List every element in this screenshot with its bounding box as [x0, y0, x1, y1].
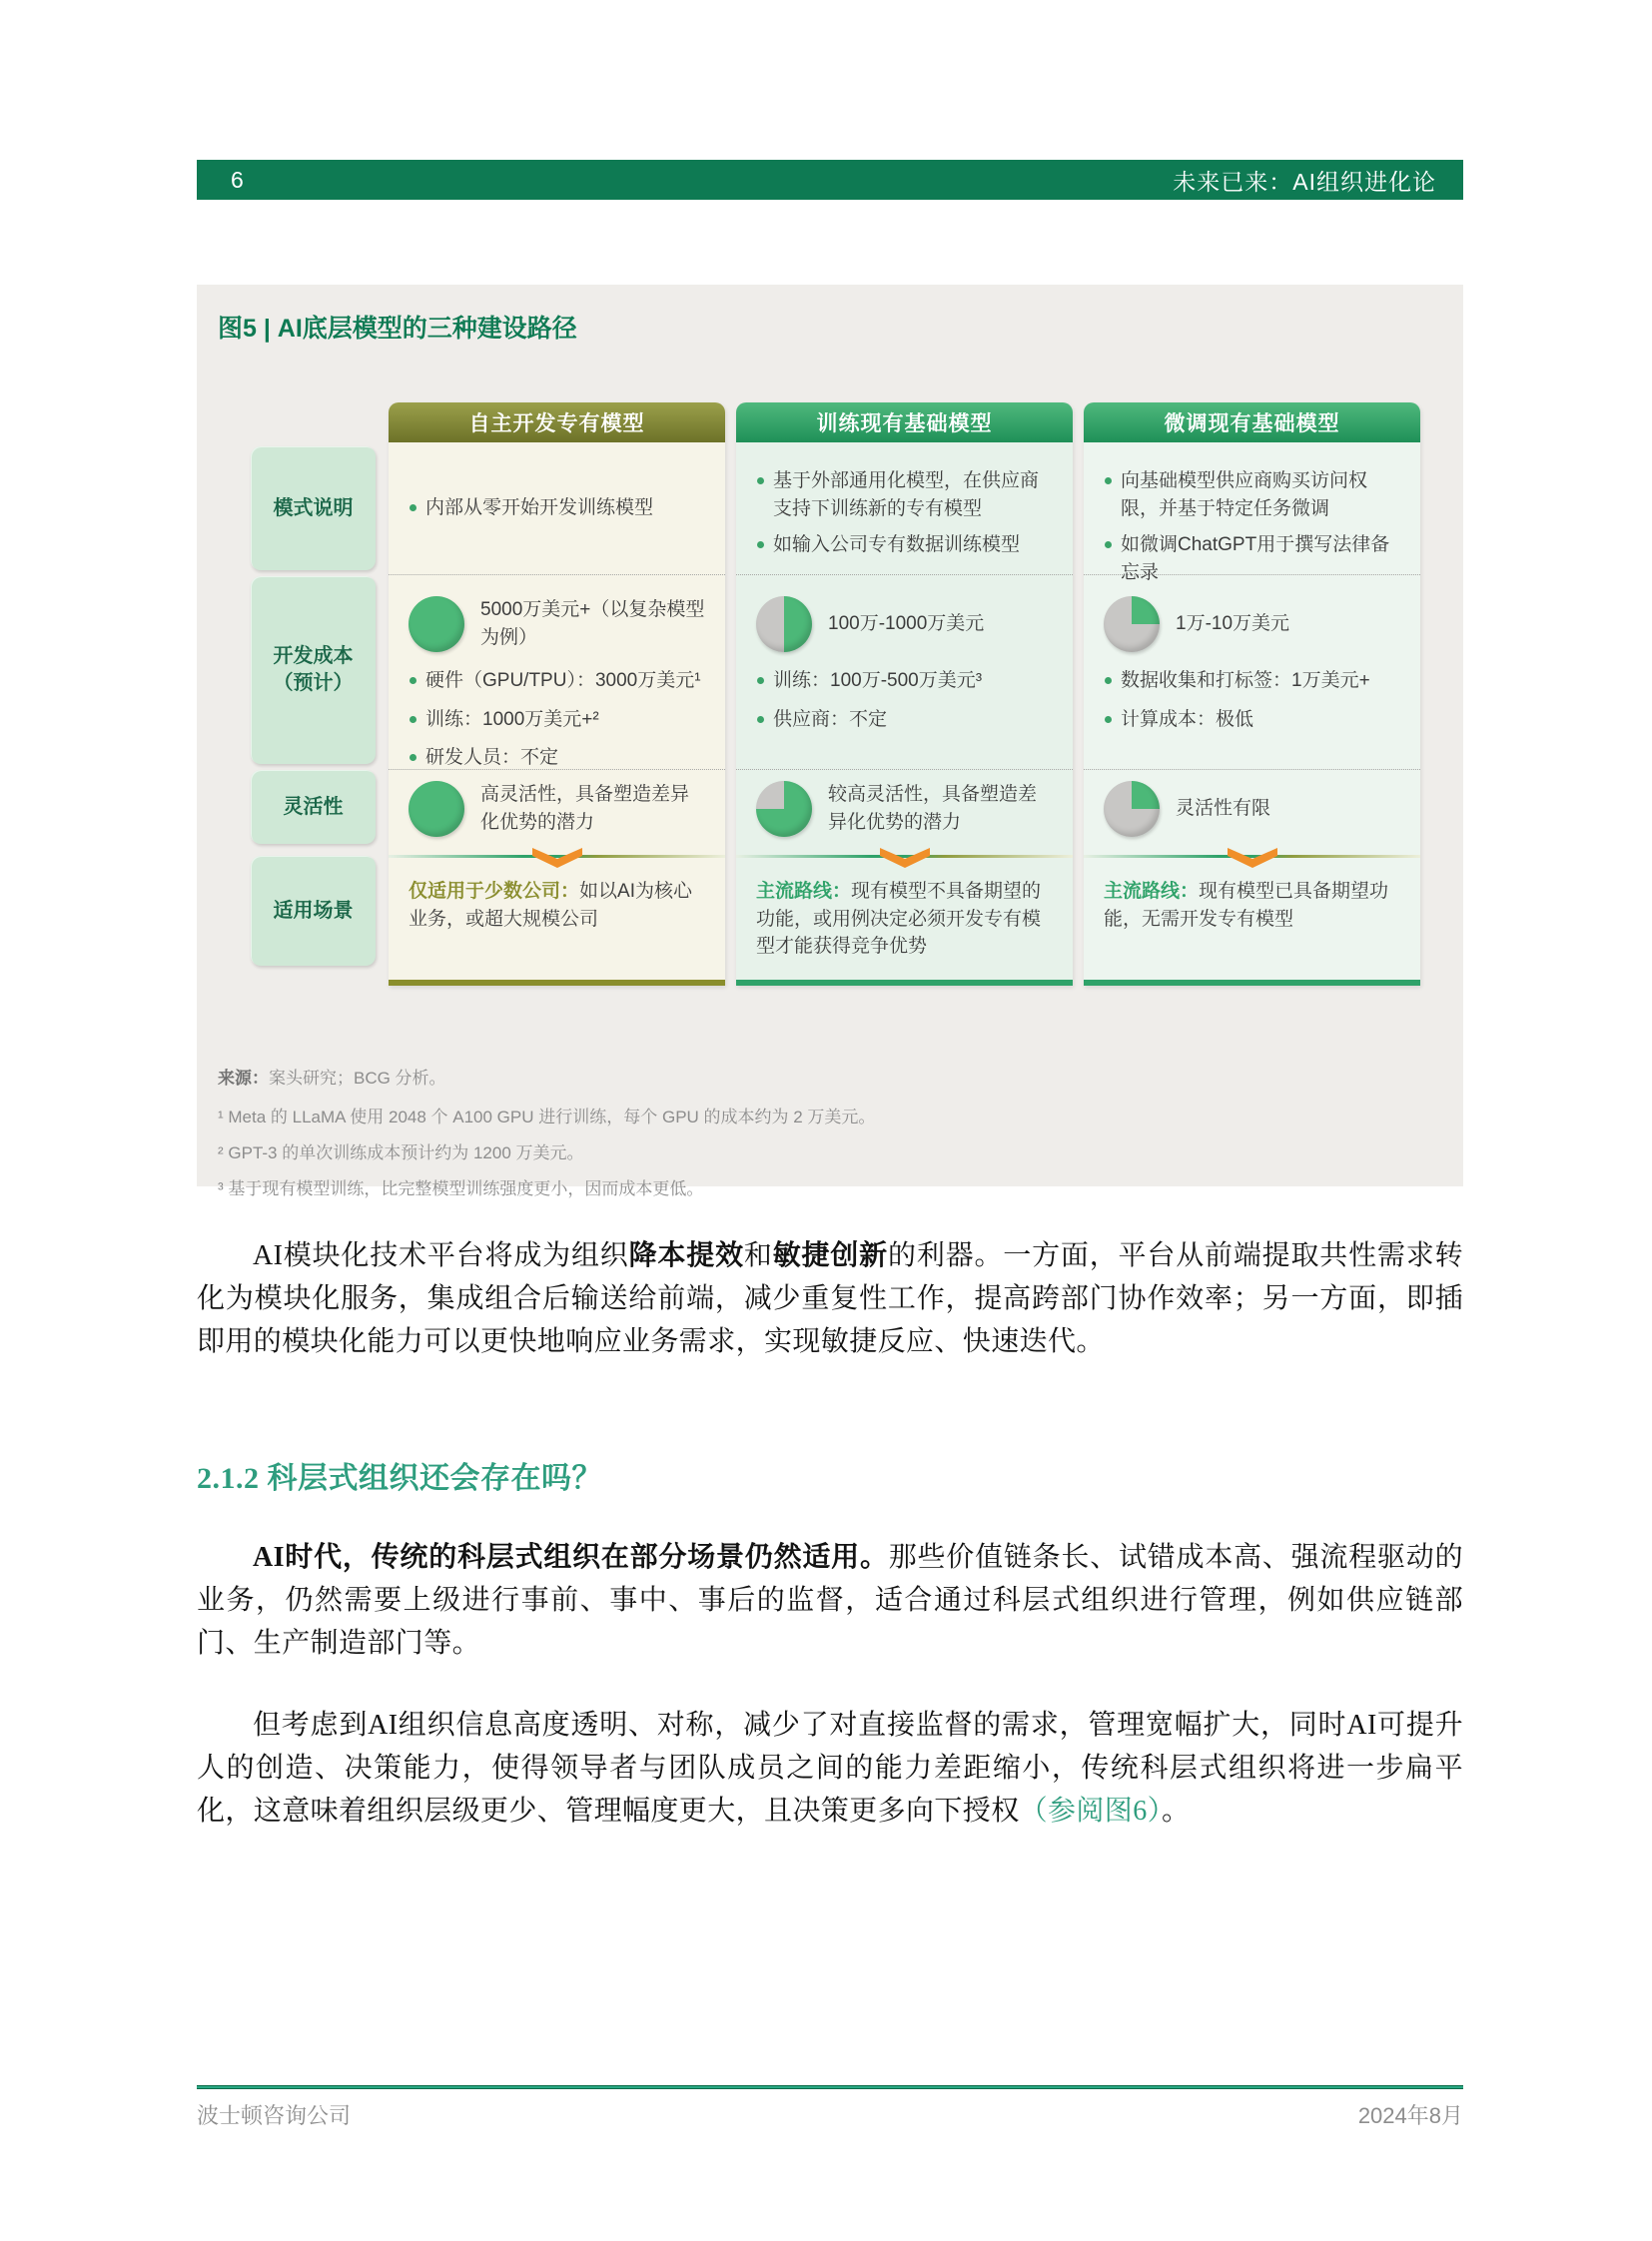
column-header: 微调现有基础模型: [1084, 402, 1420, 442]
cost-bullet-list: [1104, 667, 1400, 733]
mode-cell: [389, 442, 725, 574]
bullet-item: 供应商：不定: [756, 706, 1053, 734]
pie-chart-half: [756, 596, 812, 652]
text-segment: 但考虑到AI组织信息高度透明、对称，减少了对直接监督的需求，管理宽幅扩大，同时AI可提升人的创造、决策能力，使得领导者与团队成员之间的能力差距缩小，传统科层式组织将进一步扁平化，这意味着组织层级更少、管理幅度更大，且决策更多向下授权: [197, 1710, 1463, 1827]
text-segment: 来源：: [218, 1069, 269, 1088]
row-label-mode: 模式说明: [251, 446, 376, 570]
cost-cell: [1084, 574, 1420, 769]
cost-headline-row: [1104, 595, 1400, 653]
text-segment: 敏捷创新: [772, 1240, 888, 1271]
label-spacer: [251, 402, 376, 446]
mode-bullet-list: [409, 485, 653, 531]
cost-headline-row: [756, 595, 1053, 653]
gradient-divider: [736, 847, 1073, 867]
text-segment: 主流路线：: [1104, 881, 1200, 902]
scenario-text: [756, 878, 1053, 961]
bullet-item: 计算成本：极低: [1104, 706, 1400, 734]
body-paragraph-3: [197, 1704, 1463, 1833]
mode-cell: [736, 442, 1073, 574]
page-footer: [197, 2099, 1463, 2130]
chevron-down-icon: [1227, 847, 1278, 869]
bullet-item: 研发人员：不定: [409, 744, 705, 772]
figure-table: [251, 402, 1420, 986]
text-segment: 现有模型已具备期望功能，无需开发专有模型: [1104, 881, 1389, 930]
text-segment: AI模块化技术平台将成为组织: [253, 1240, 629, 1271]
cost-bullet-list: [409, 667, 705, 772]
row-label-flexibility: 灵活性: [251, 770, 376, 844]
cost-bullet-list: [756, 667, 1053, 733]
scenario-text: [409, 878, 705, 933]
bullet-item: 硬件（GPU/TPU）：3000万美元¹: [409, 667, 705, 695]
page-header-bar: [197, 160, 1463, 200]
bullet-item: 数据收集和打标签：1万美元+: [1104, 667, 1400, 695]
page-number: 6: [231, 166, 244, 193]
scenario-cell: [389, 878, 725, 980]
text-segment: 主流路线：: [756, 881, 852, 902]
text-segment: 降本提效: [628, 1240, 744, 1271]
footer-date: 2024年8月: [1357, 2103, 1463, 2128]
cost-headline-row: [409, 595, 705, 653]
cost-cell: [389, 574, 725, 769]
bullet-item: 内部从零开始开发训练模型: [409, 494, 653, 522]
gradient-divider: [389, 847, 725, 867]
scenario-cell: [736, 878, 1073, 980]
figure6-reference-link[interactable]: （参阅图6）: [1019, 1796, 1163, 1827]
scenario-cell: [1084, 878, 1420, 980]
mode-bullet-list: [756, 458, 1053, 568]
footnote-3: ³ 基于现有模型训练，比完整模型训练强度更小，因而成本更低。: [218, 1178, 704, 1198]
pie-chart-three-quarter: [756, 781, 812, 837]
column-header: 自主开发专有模型: [389, 402, 725, 442]
text-segment: 和: [743, 1240, 773, 1271]
source-line: [218, 1068, 1441, 1091]
figure-5-exhibit: [197, 285, 1463, 1198]
footer-company: 波士顿咨询公司: [197, 2103, 352, 2128]
pie-chart-quarter: [1104, 596, 1160, 652]
text-segment: 如以AI为核心业务，或超大规模公司: [409, 881, 692, 930]
flexibility-text: 灵活性有限: [1176, 798, 1271, 820]
footnote-1: ¹ Meta 的 LLaMA 使用 2048 个 A100 GPU 进行训练，每个 GPU 的成本约为 2 万美元。: [218, 1107, 876, 1126]
flexibility-cell: [736, 769, 1073, 847]
pie-chart-full: [409, 596, 464, 652]
flexibility-row: [409, 781, 705, 837]
bullet-item: 训练：100万-500万美元³: [756, 667, 1053, 695]
gradient-divider: [1084, 847, 1420, 867]
text-segment: AI时代，传统的科层式组织在部分场景仍然适用。: [253, 1542, 889, 1573]
pie-chart-full: [409, 781, 464, 837]
bullet-item: 训练：1000万美元+²: [409, 706, 705, 734]
text-segment: 仅适用于少数公司：: [409, 881, 580, 902]
flexibility-text: 高灵活性，具备塑造差异化优势的潜力: [480, 784, 690, 833]
text-segment: 的利器。一方面，平台从前端提取共性需求转化为模块化服务，集成组合后输送给前端，减少重复性工作，提高跨部门协作效率；另一方面，即插即用的模块化能力可以更快地响应业务需求，实现敏捷反应、快速迭代。: [197, 1240, 1463, 1357]
column-header: 训练现有基础模型: [736, 402, 1073, 442]
section-heading-2-1-2: 2.1.2 科层式组织还会存在吗？: [197, 1462, 602, 1495]
row-label-cost: 开发成本（预计）: [251, 576, 376, 764]
row-label-scenario: 适用场景: [251, 856, 376, 966]
cost-cell: [736, 574, 1073, 769]
chevron-down-icon: [879, 847, 931, 869]
text-segment: 现有模型不具备期望的功能，或用例决定必须开发专有模型才能获得竞争优势: [756, 881, 1042, 958]
bullet-item: 如输入公司专有数据训练模型: [756, 531, 1053, 559]
flexibility-cell: [1084, 769, 1420, 847]
mode-bullet-list: [1104, 458, 1400, 595]
column-card-self-develop: [389, 402, 725, 986]
scenario-text: [1104, 878, 1400, 933]
cost-headline: 5000万美元+（以复杂模型为例）: [480, 599, 705, 648]
text-segment: 那些价值链条长、试错成本高、强流程驱动的业务，仍然需要上级进行事前、事中、事后的监督，适合通过科层式组织进行管理，例如供应链部门、生产制造部门等。: [197, 1542, 1463, 1659]
row-label-column: [251, 402, 376, 986]
chevron-down-icon: [531, 847, 583, 869]
body-paragraph-1: [197, 1234, 1463, 1363]
cost-headline: 1万-10万美元: [1176, 613, 1290, 635]
figure-title: 图5 | AI底层模型的三种建设路径: [218, 315, 577, 343]
bullet-item: 基于外部通用化模型，在供应商支持下训练新的专有模型: [756, 467, 1053, 522]
document-title: 未来已来：AI组织进化论: [1173, 168, 1436, 195]
figure-notes: [218, 1068, 1441, 1201]
cost-headline: 100万-1000万美元: [828, 613, 985, 635]
flexibility-text: 较高灵活性，具备塑造差异化优势的潜力: [828, 784, 1038, 833]
bullet-item: 如微调ChatGPT用于撰写法律备忘录: [1104, 531, 1400, 586]
footnote-2: ² GPT-3 的单次训练成本预计约为 1200 万美元。: [218, 1142, 584, 1162]
body-paragraph-2: [197, 1536, 1463, 1665]
text-segment: 。: [1162, 1796, 1191, 1827]
column-card-train-existing: [736, 402, 1073, 986]
flexibility-row: [1104, 781, 1400, 837]
text-segment: 案头研究；BCG 分析。: [269, 1069, 446, 1088]
flexibility-cell: [389, 769, 725, 847]
bullet-item: 向基础模型供应商购买访问权限，并基于特定任务微调: [1104, 467, 1400, 522]
column-card-finetune-existing: [1084, 402, 1420, 986]
mode-cell: [1084, 442, 1420, 583]
pie-chart-quarter: [1104, 781, 1160, 837]
footer-rule: [197, 2085, 1463, 2089]
flexibility-row: [756, 781, 1053, 837]
